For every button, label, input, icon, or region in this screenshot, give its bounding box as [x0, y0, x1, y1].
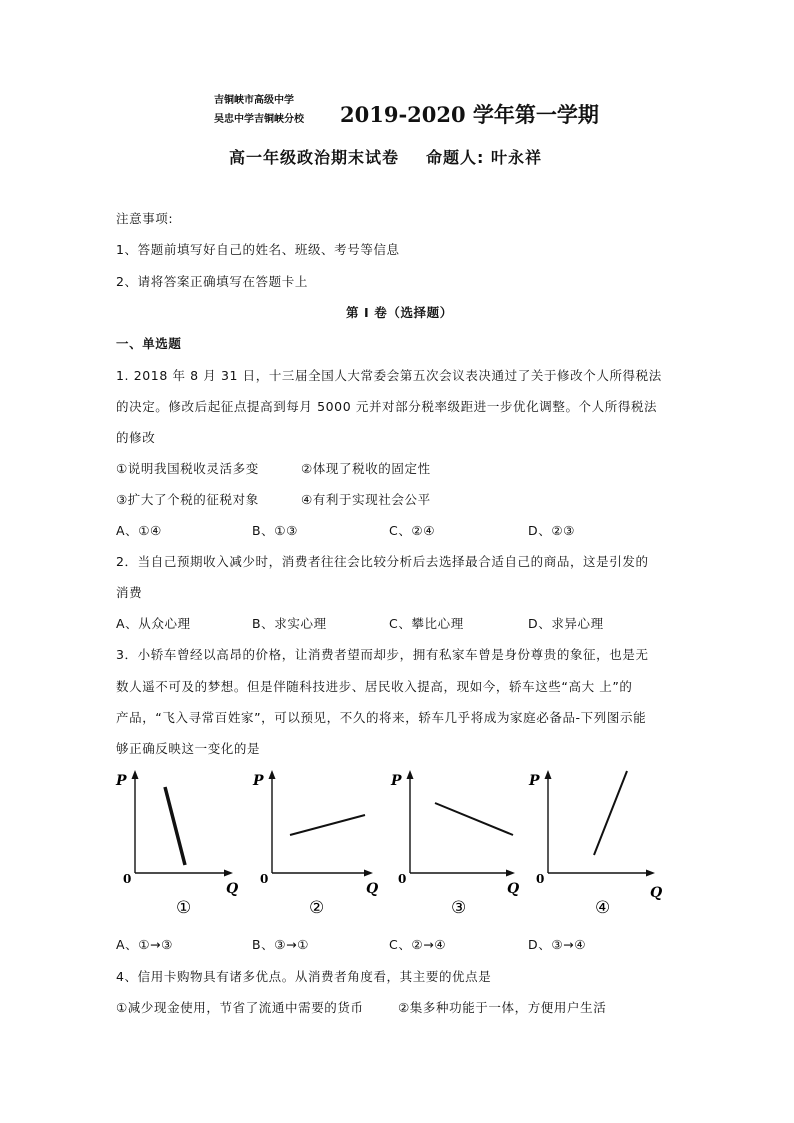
graph-1-q-label: Q — [226, 881, 239, 897]
q3-line-3: 产品，“飞入寻常百姓家”，可以预见，不久的将来，轿车几乎将成为家庭必备品-下列图示能 — [116, 710, 647, 725]
graph-2-q-label: Q — [366, 881, 379, 897]
part-title: 一、单选题 — [116, 336, 182, 351]
graph-3-curve — [435, 803, 513, 835]
q3-line-2: 数人遥不可及的梦想。但是伴随科技进步、居民收入提高，现如今，轿车这些“高大 上”的 — [116, 679, 633, 694]
graph-4-label: ④ — [595, 898, 611, 918]
q2-option-a: A、从众心理 — [116, 616, 191, 631]
graph-1-label: ① — [176, 898, 192, 918]
graph-4 — [528, 770, 662, 918]
graph-4-q-arrow — [646, 870, 655, 877]
section-title: 第 I 卷（选择题） — [346, 305, 453, 320]
graph-3-p-label: P — [391, 773, 402, 789]
notes-item-2: 2、请将答案正确填写在答题卡上 — [116, 274, 308, 289]
exam-subtitle: 高一年级政治期末试卷 — [229, 148, 400, 167]
graph-2-curve — [290, 815, 365, 835]
q1-option-a: A、①④ — [116, 523, 162, 538]
q4-statement-1: ①减少现金使用，节省了流通中需要的货币 — [116, 1000, 364, 1015]
graph-4-curve — [594, 771, 627, 855]
graph-2-p-arrow — [269, 770, 276, 779]
graph-4-origin: 0 — [536, 872, 545, 886]
exam-title: 2019-2020 学年第一学期 — [340, 102, 599, 127]
q1-statement-2: ②体现了税收的固定性 — [301, 461, 431, 476]
graph-4-p-arrow — [545, 770, 552, 779]
graph-2-p-label: P — [253, 773, 264, 789]
q1-statement-1: ①说明我国税收灵活多变 — [116, 461, 259, 476]
q4-line-1: 4、信用卡购物具有诸多优点。从消费者角度看，其主要的优点是 — [116, 969, 492, 984]
q1-statement-3: ③扩大了个税的征税对象 — [116, 492, 259, 507]
graph-1-origin: 0 — [123, 872, 132, 886]
q3-graphs — [110, 765, 680, 925]
q3-option-d: D、③→④ — [528, 937, 587, 952]
graph-2-label: ② — [309, 898, 325, 918]
graph-2-q-arrow — [364, 870, 373, 877]
notes-item-1: 1、答题前填写好自己的姓名、班级、考号等信息 — [116, 242, 400, 257]
school-name-2: 吴忠中学吉铜峡分校 — [214, 114, 304, 125]
graph-3-label: ③ — [451, 898, 467, 918]
q1-option-b: B、①③ — [252, 523, 298, 538]
graph-1-curve — [165, 787, 185, 865]
q2-option-b: B、求实心理 — [252, 616, 327, 631]
graph-2-origin: 0 — [260, 872, 269, 886]
graph-3 — [390, 770, 519, 918]
graph-3-origin: 0 — [398, 872, 407, 886]
q1-line-2: 的决定。修改后起征点提高到每月 5000 元并对部分税率级距进一步优化调整。个人所得税法 — [116, 399, 658, 414]
q1-statement-4: ④有利于实现社会公平 — [301, 492, 431, 507]
notes-heading: 注意事项: — [116, 211, 174, 226]
graph-2 — [252, 770, 378, 918]
q2-option-c: C、攀比心理 — [389, 616, 464, 631]
graph-4-p-label: P — [529, 773, 540, 789]
q2-option-d: D、求异心理 — [528, 616, 604, 631]
q3-option-c: C、②→④ — [389, 937, 447, 952]
q1-line-3: 的修改 — [116, 430, 156, 445]
graph-1-p-arrow — [132, 770, 139, 779]
q2-line-1: 2．当自己预期收入减少时，消费者往往会比较分析后去选择最合适自己的商品，这是引发的 — [116, 554, 649, 569]
graph-1 — [115, 770, 238, 918]
graph-4-q-label: Q — [650, 885, 663, 901]
q1-option-d: D、②③ — [528, 523, 575, 538]
q1-option-c: C、②④ — [389, 523, 436, 538]
q3-line-1: 3．小轿车曾经以高昂的价格，让消费者望而却步，拥有私家车曾是身份尊贵的象征，也是无 — [116, 647, 649, 662]
q3-option-a: A、①→③ — [116, 937, 173, 952]
q3-option-b: B、③→① — [252, 937, 309, 952]
school-name-1: 吉铜峡市高级中学 — [214, 95, 294, 106]
graph-3-q-arrow — [506, 870, 515, 877]
graph-1-q-arrow — [224, 870, 233, 877]
graph-1-p-label: P — [116, 773, 127, 789]
q4-statement-2: ②集多种功能于一体，方便用户生活 — [398, 1000, 607, 1015]
graph-3-p-arrow — [407, 770, 414, 779]
graph-3-q-label: Q — [507, 881, 520, 897]
q3-line-4: 够正确反映这一变化的是 — [116, 741, 261, 756]
exam-author: 命题人: 叶永祥 — [426, 148, 542, 167]
q2-line-2: 消费 — [116, 585, 143, 600]
q1-line-1: 1. 2018 年 8 月 31 日，十三届全国人大常委会第五次会议表决通过了关于修改个人所得税法 — [116, 368, 662, 383]
